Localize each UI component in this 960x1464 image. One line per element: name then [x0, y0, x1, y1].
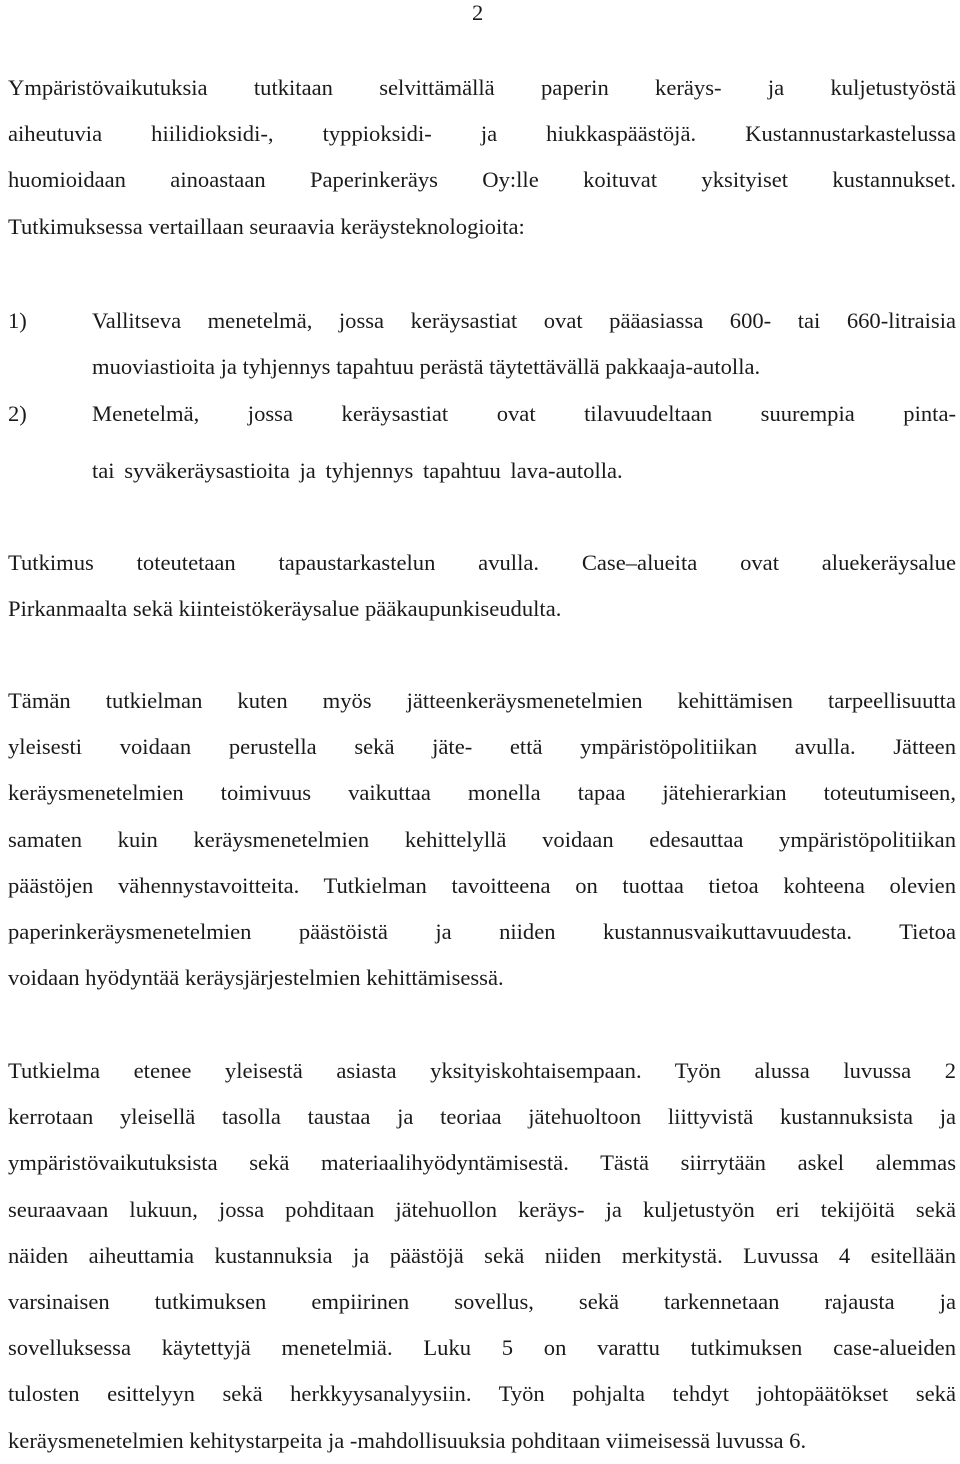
paragraph-methods	[8, 65, 956, 250]
text-line: Tutkimuksessa vertaillaan seuraavia keräysteknologioita:	[8, 213, 525, 239]
text-line: muoviastioita ja tyhjennys tapahtuu perästä täytettävällä pakkaaja-autolla.	[92, 354, 761, 380]
paragraph-structure	[8, 1048, 956, 1464]
text-line: keräysmenetelmien toimivuus vaikuttaa monella tapaa jätehierarkian toteutumiseen,	[8, 780, 956, 806]
text-line: tulosten esittelyyn sekä herkkyysanalyysiin. Työn pohjalta tehdyt johtopäätökset sekä	[8, 1381, 956, 1407]
text-line: yleisesti voidaan perustella sekä jäte- että ympäristöpolitiikan avulla. Jätteen	[8, 734, 956, 760]
text-line: Vallitseva menetelmä, jossa keräysastiat ovat pääasiassa 600- tai 660-litraisia	[92, 308, 956, 333]
text-line: Menetelmä, jossa keräysastiat ovat tilavuudeltaan suurempia pinta-	[92, 401, 956, 426]
text-line: ympäristövaikutuksista sekä materiaalihyödyntämisestä. Tästä siirrytään askel alemmas	[8, 1150, 956, 1176]
text-line: Ympäristövaikutuksia tutkitaan selvittämällä paperin keräys- ja kuljetustyöstä	[8, 75, 956, 100]
list-text	[92, 298, 956, 390]
text-line: aiheutuvia hiilidioksidi-, typpioksidi- ja hiukkaspäästöjä. Kustannustarkastelussa	[8, 121, 956, 147]
text-line: huomioidaan ainoastaan Paperinkeräys Oy:lle koituvat yksityiset kustannukset.	[8, 167, 956, 193]
list-text	[92, 391, 956, 494]
list-number: 1)	[8, 308, 27, 333]
paragraph-case-study	[8, 540, 956, 632]
text-line: kerrotaan yleisellä tasolla taustaa ja teoriaa jätehuoltoon liittyvistä kustannuksista ja	[8, 1104, 956, 1130]
page-number: 2	[472, 0, 484, 25]
text-line: päästöjen vähennystavoitteita. Tutkielman tavoitteena on tuottaa tietoa kohteena olevien	[8, 872, 956, 898]
text-line: paperinkeräysmenetelmien päästöistä ja niiden kustannusvaikuttavuudesta. Tietoa	[8, 918, 956, 944]
text-line: samaten kuin keräysmenetelmien kehittelyllä voidaan edesauttaa ympäristöpolitiikan	[8, 826, 956, 852]
list-number: 2)	[8, 401, 27, 426]
text-line: Tutkielma etenee yleisestä asiasta yksityiskohtaisempaan. Työn alussa luvussa 2	[8, 1058, 956, 1083]
text-line: seuraavaan lukuun, jossa pohditaan jätehuollon keräys- ja kuljetustyön eri tekijöitä sekä	[8, 1196, 956, 1222]
text-line: näiden aiheuttamia kustannuksia ja päästöjä sekä niiden merkitystä. Luvussa 4 esitellään	[8, 1242, 956, 1268]
text-line: Pirkanmaalta sekä kiinteistökeräysalue pääkaupunkiseudulta.	[8, 596, 562, 622]
paragraph-justification	[8, 678, 956, 1001]
text-line: voidaan hyödyntää keräysjärjestelmien kehittämisessä.	[8, 965, 504, 991]
text-line: varsinaisen tutkimuksen empiirinen sovellus, sekä tarkennetaan rajausta ja	[8, 1288, 956, 1314]
text-line: Tutkimus toteutetaan tapaustarkastelun avulla. Case–alueita ovat aluekeräysalue	[8, 550, 956, 575]
text-line: Tämän tutkielman kuten myös jätteenkeräysmenetelmien kehittämisen tarpeellisuutta	[8, 688, 956, 713]
text-line: keräysmenetelmien kehitystarpeita ja -mahdollisuuksia pohditaan viimeisessä luvussa 6.	[8, 1427, 807, 1453]
text-line: sovelluksessa käytettyjä menetelmiä. Luku 5 on varattu tutkimuksen case-alueiden	[8, 1335, 956, 1361]
text-line: tai syväkeräysastioita ja tyhjennys tapahtuu lava-autolla.	[92, 458, 623, 484]
